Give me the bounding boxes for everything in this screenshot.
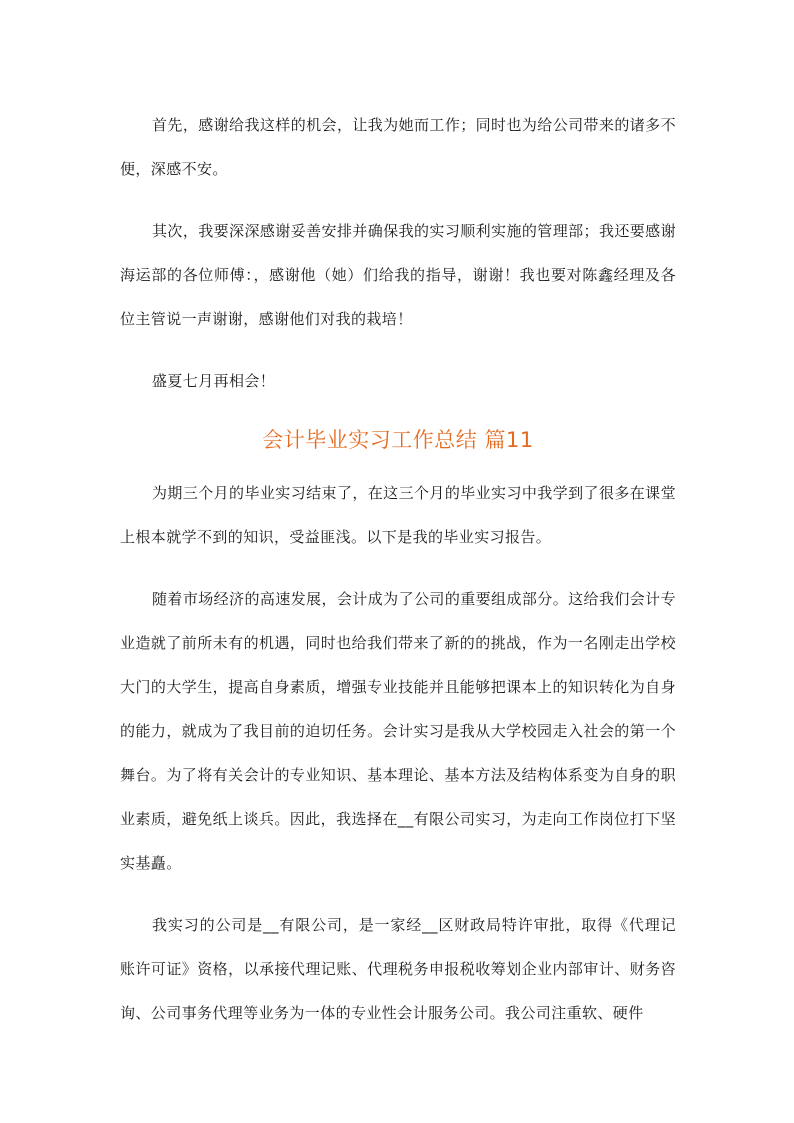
section-heading: 会计毕业实习工作总结 篇11 — [262, 428, 534, 452]
paragraph-thanks-opportunity: 首先，感谢给我这样的机会，让我为她而工作；同时也为给公司带来的诸多不便，深感不安。 — [120, 116, 676, 178]
paragraph-thanks-staff: 其次，我要深深感谢妥善安排并确保我的实习顺利实施的管理部；我还要感谢海运部的各位师傅：，感谢他（她）们给我的指导，谢谢！我也要对陈鑫经理及各位主管说一声谢谢，感谢他们对我的栽培！ — [120, 222, 676, 328]
paragraph-company: 我实习的公司是__有限公司，是一家经__区财政局特许审批，取得《代理记账许可证》资格，以承接代理记账、代理税务申报税收筹划企业内部审计、财务咨询、公司事务代理等业务为一体的专业性会计服务公司。我公司注重软、硬件 — [120, 916, 676, 1022]
paragraph-farewell: 盛夏七月再相会！ — [152, 372, 276, 390]
paragraph-background: 随着市场经济的高速发展，会计成为了公司的重要组成部分。这给我们会计专业造就了前所未有的机遇，同时也给我们带来了新的的挑战，作为一名刚走出学校大门的大学生，提高自身素质，增强专业技能并且能够把课本上的知识转化为自身的能力，就成为了我目前的迫切任务。会计实习是我从大学校园走入社会的第一个舞台。为了将有关会计的专业知识、基本理论、基本方法及结构体系变为自身的职业素质，避免纸上谈兵。因此，我选择在__有限公司实习，为走向工作岗位打下坚实基矗。 — [120, 590, 676, 872]
paragraph-intro: 为期三个月的毕业实习结束了，在这三个月的毕业实习中我学到了很多在课堂上根本就学不到的知识，受益匪浅。以下是我的毕业实习报告。 — [120, 484, 676, 546]
